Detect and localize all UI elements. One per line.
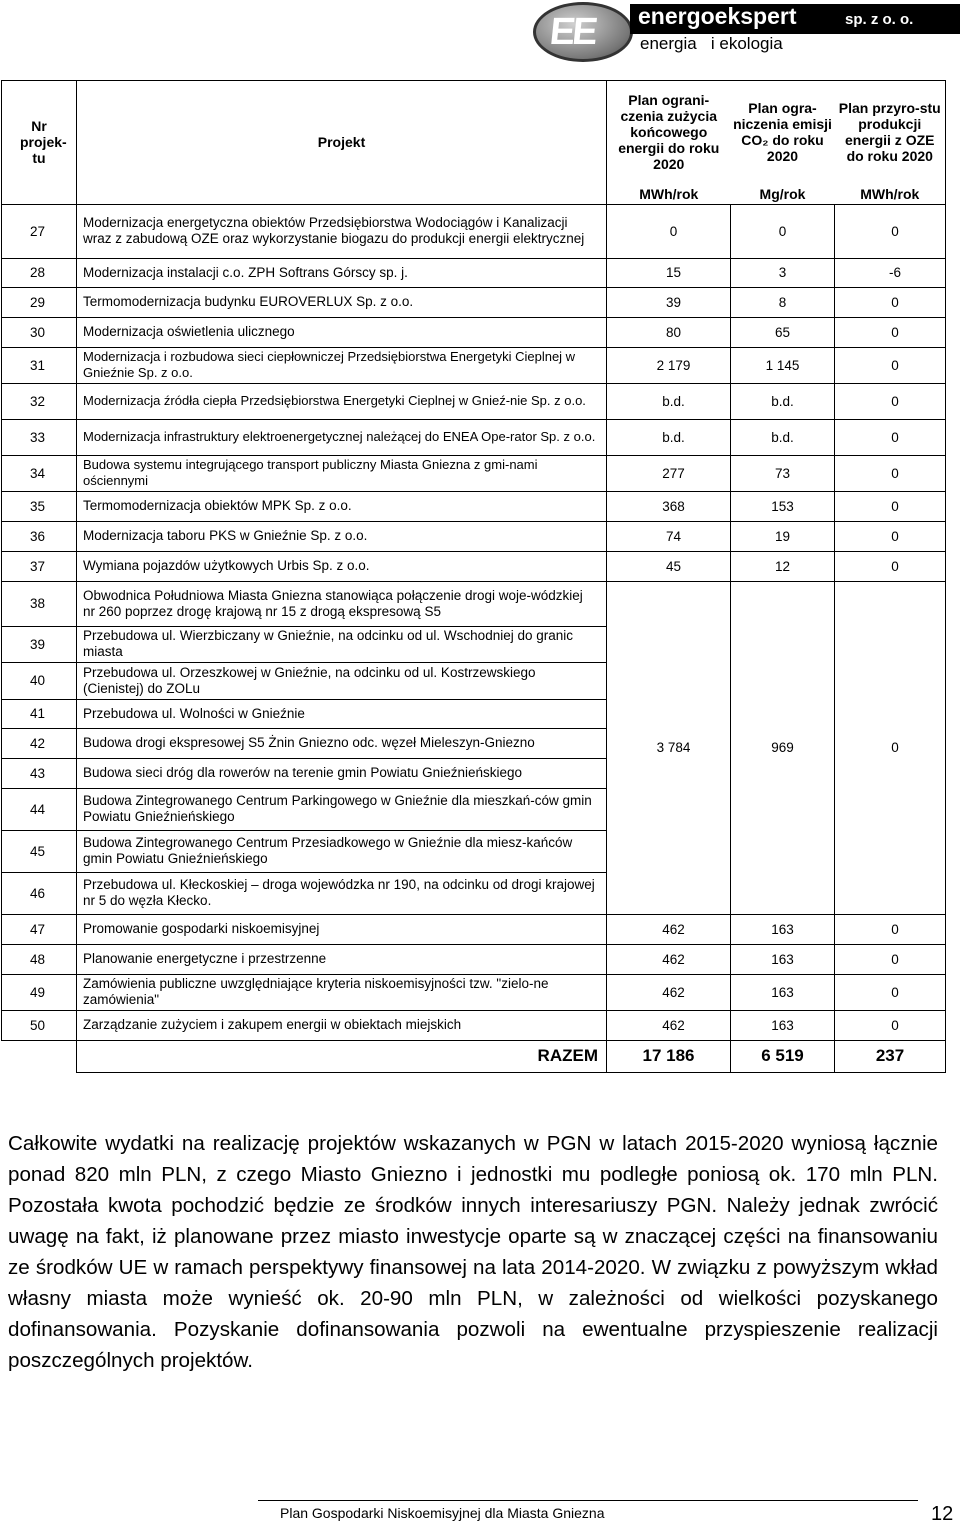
table-row: 45 Budowa Zintegrowanego Centrum Przesiadkowego w Gnieźnie dla miesz-kańców gmin Powiatu Gnieźnieńskiego (2, 830, 946, 872)
table-row: 38 Obwodnica Południowa Miasta Gniezna stanowiąca połączenie drogi woje-wódzkiej nr 260 poprzez drogę krajową nr 15 z drogą ekspresową S5 3 784 969 0 (2, 581, 946, 626)
table-row: 50 Zarządzanie zużyciem i zakupem energii w obiektach miejskich 462 163 0 (2, 1010, 946, 1040)
page-header (0, 0, 960, 68)
footer-divider (258, 1500, 918, 1501)
table-row: 48 Planowanie energetyczne i przestrzenne 462 163 0 (2, 944, 946, 974)
unit-a: MWh/rok (639, 185, 699, 202)
energoekspert-logo (533, 2, 633, 62)
table-row: 39 Przebudowa ul. Wierzbiczany w Gnieźnie, na odcinku od ul. Wschodniej do granic miasta (2, 626, 946, 662)
total-row (2, 1040, 946, 1072)
table-row: 46 Przebudowa ul. Kłeckoskiej – droga wojewódzka nr 190, na odcinku od drogi krajowej nr 5 do węzła Kłecko. (2, 872, 946, 914)
logo-mark: EE (547, 11, 597, 53)
unit-b: Mg/rok (759, 185, 806, 202)
table-row: 36 Modernizacja taboru PKS w Gnieźnie Sp. z o.o. 74 19 0 (2, 521, 946, 551)
header-col-c: Plan przyro-stu produkcji energii z OZE do roku 2020 (835, 81, 946, 184)
table-row: 37 Wymiana pojazdów użytkowych Urbis Sp. z o.o. 45 12 0 (2, 551, 946, 581)
table-row: 27 Modernizacja energetyczna obiektów Przedsiębiorstwa Wodociągów i Kanalizacji wraz z zabudową OZE oraz wykorzystanie biogazu do produkcji energii elektrycznej 0 0 0 (2, 204, 946, 258)
total-label: RAZEM (77, 1040, 607, 1072)
header-col-a: Plan ograni-czenia zużycia końcowego energii do roku 2020 (607, 81, 731, 184)
group-value-b: 969 (731, 581, 835, 914)
table-row: 33 Modernizacja infrastruktury elektroenergetycznej należącej do ENEA Ope-rator Sp. z o.o. b.d. b.d. 0 (2, 419, 946, 455)
table-row: 32 Modernizacja źródła ciepła Przedsiębiorstwa Energetyki Cieplnej w Gnieź-nie Sp. z o.o. b.d. b.d. 0 (2, 383, 946, 419)
total-b: 6 519 (731, 1040, 835, 1072)
table-row: 29 Termomodernizacja budynku EUROVERLUX Sp. z o.o. 39 8 0 (2, 287, 946, 317)
table-row: 42 Budowa drogi ekspresowej S5 Żnin Gniezno odc. węzeł Mieleszyn-Gniezno (2, 728, 946, 758)
total-c: 237 (835, 1040, 946, 1072)
table-row: 35 Termomodernizacja obiektów MPK Sp. z o.o. 368 153 0 (2, 491, 946, 521)
group-value-a: 3 784 (607, 581, 731, 914)
table-row: 44 Budowa Zintegrowanego Centrum Parkingowego w Gnieźnie dla mieszkań-ców gmin Powiatu Gnieźnieńskiego (2, 788, 946, 830)
total-a: 17 186 (607, 1040, 731, 1072)
group-value-c: 0 (835, 581, 946, 914)
table-row: 47 Promowanie gospodarki niskoemisyjnej 462 163 0 (2, 914, 946, 944)
table-row: 40 Przebudowa ul. Orzeszkowej w Gnieźnie, na odcinku od ul. Kostrzewskiego (Cienistej) do ZOLu (2, 662, 946, 699)
table-row: 31 Modernizacja i rozbudowa sieci ciepłowniczej Przedsiębiorstwa Energetyki Cieplnej w Gnieźnie Sp. z o.o. 2 179 1 145 0 (2, 347, 946, 383)
header-project: Projekt (77, 81, 607, 205)
brand-tagline: energia i ekologia (640, 34, 783, 53)
summary-paragraph: Całkowite wydatki na realizację projektów wskazanych w PGN w latach 2015-2020 wyniosą łącznie ponad 820 mln PLN, z czego Miasto Gniezno i jednostki mu podległe poniosą ok. 170 mln PLN. Pozostała kwota pochodzić będzie ze środków innych interesariuszy PGN. Należy jednak zwrócić uwagę na fakt, iż planowane przez miasto inwestycje oparte są w znaczącej części na finansowaniu ze środków UE w ramach perspektywy finansowej na lata 2014-2020. W związku z powyższym wkład własny miasta może wynieść ok. 20-90 mln PLN, w zależności od wielkości pozyskanego dofinansowania. Pozyskanie dofinansowania pozwoli na ewentualne przyspieszenie realizacji poszczególnych projektów. (8, 1132, 938, 1372)
header-col-b: Plan ogra-niczenia emisji CO₂ do roku 2020 (731, 81, 835, 184)
projects-table (1, 80, 946, 1073)
table-row: 28 Modernizacja instalacji c.o. ZPH Softrans Górscy sp. j. 15 3 -6 (2, 258, 946, 287)
table-row: 41 Przebudowa ul. Wolności w Gnieźnie (2, 699, 946, 728)
unit-c: MWh/rok (835, 184, 946, 205)
brand-name: energoekspert (638, 3, 797, 29)
header-nr: Nr projek-tu (2, 81, 77, 205)
table-row: 30 Modernizacja oświetlenia ulicznego 80 65 0 (2, 317, 946, 347)
page-number: 12 (931, 1503, 954, 1525)
table-row: 34 Budowa systemu integrującego transport publiczny Miasta Gniezna z gmi-nami ościennymi 277 73 0 (2, 455, 946, 491)
footer-title: Plan Gospodarki Niskoemisyjnej dla Miasta Gniezna (280, 1505, 605, 1521)
brand-suffix: sp. z o. o. (845, 11, 914, 28)
table-row: 43 Budowa sieci dróg dla rowerów na terenie gmin Powiatu Gnieźnieńskiego (2, 758, 946, 788)
table-row: 49 Zamówienia publiczne uwzględniające kryteria niskoemisyjności tzw. "zielo-ne zamówienia" 462 163 0 (2, 974, 946, 1010)
